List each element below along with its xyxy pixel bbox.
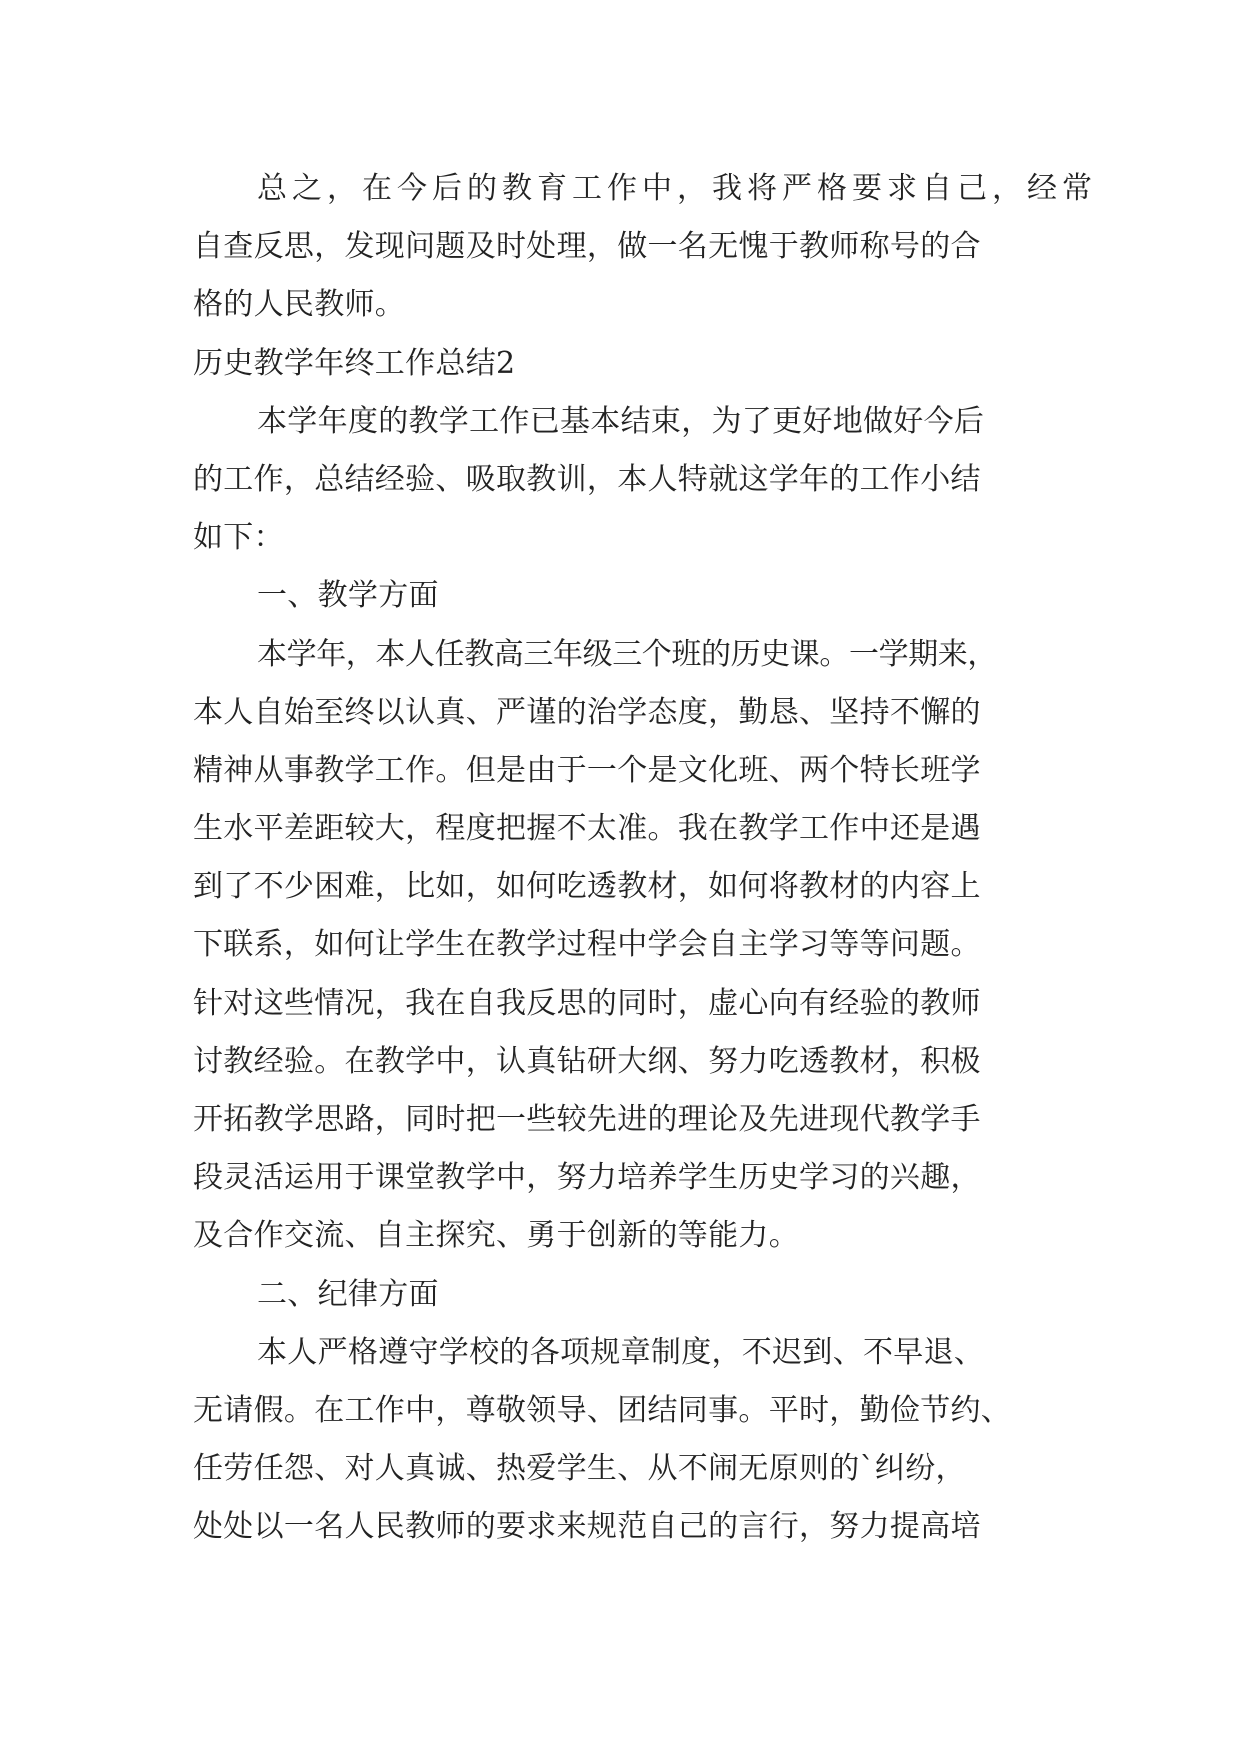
paragraph-line: 无请假。在工作中，尊敬领导、团结同事。平时，勤俭节约、 (193, 1392, 1012, 1428)
paragraph-line: 讨教经验。在教学中，认真钻研大纲、努力吃透教材，积极 (193, 1043, 981, 1079)
document-body (193, 160, 1097, 1557)
paragraph-line: 格的人民教师。 (193, 287, 406, 323)
paragraph-line: 的工作，总结经验、吸取教训，本人特就这学年的工作小结 (193, 461, 981, 497)
paragraph-line: 处处以一名人民教师的要求来规范自己的言行，努力提高培 (193, 1509, 981, 1545)
paragraph-line: 到了不少困难，比如，如何吃透教材，如何将教材的内容上 (193, 869, 981, 905)
paragraph-line: 本学年度的教学工作已基本结束，为了更好地做好今后 (257, 403, 985, 439)
paragraph-line: 总之，在今后的教育工作中，我将严格要求自己，经常 (257, 171, 1097, 206)
paragraph-line: 本人严格遵守学校的各项规章制度，不迟到、不早退、 (257, 1334, 985, 1370)
paragraph-line: 下联系，如何让学生在教学过程中学会自主学习等等问题。 (193, 927, 981, 963)
paragraph-line: 段灵活运用于课堂教学中，努力培养学生历史学习的兴趣， (193, 1160, 981, 1196)
paragraph-line: 开拓教学思路，同时把一些较先进的理论及先进现代教学手 (193, 1102, 981, 1137)
paragraph-line: 自查反思，发现问题及时处理，做一名无愧于教师称号的合 (193, 229, 981, 265)
subsection-heading: 一、教学方面 (257, 578, 439, 614)
paragraph-line: 任劳任怨、对人真诚、热爱学生、从不闹无原则的`纠纷， (193, 1451, 966, 1487)
paragraph-line: 本学年，本人任教高三年级三个班的历史课。一学期来， (257, 636, 997, 672)
paragraph-line: 及合作交流、自主探究、勇于创新的等能力。 (193, 1218, 799, 1254)
paragraph-line: 如下： (193, 520, 284, 556)
paragraph-line: 本人自始至终以认真、严谨的治学态度，勤恳、坚持不懈的 (193, 694, 981, 730)
paragraph-line: 生水平差距较大，程度把握不太准。我在教学工作中还是遇 (193, 811, 981, 847)
paragraph-line: 精神从事教学工作。但是由于一个是文化班、两个特长班学 (193, 752, 981, 788)
paragraph-line: 针对这些情况，我在自我反思的同时，虚心向有经验的教师 (193, 985, 981, 1021)
subsection-heading: 二、纪律方面 (257, 1276, 439, 1312)
section-heading: 历史教学年终工作总结2 (193, 345, 516, 381)
